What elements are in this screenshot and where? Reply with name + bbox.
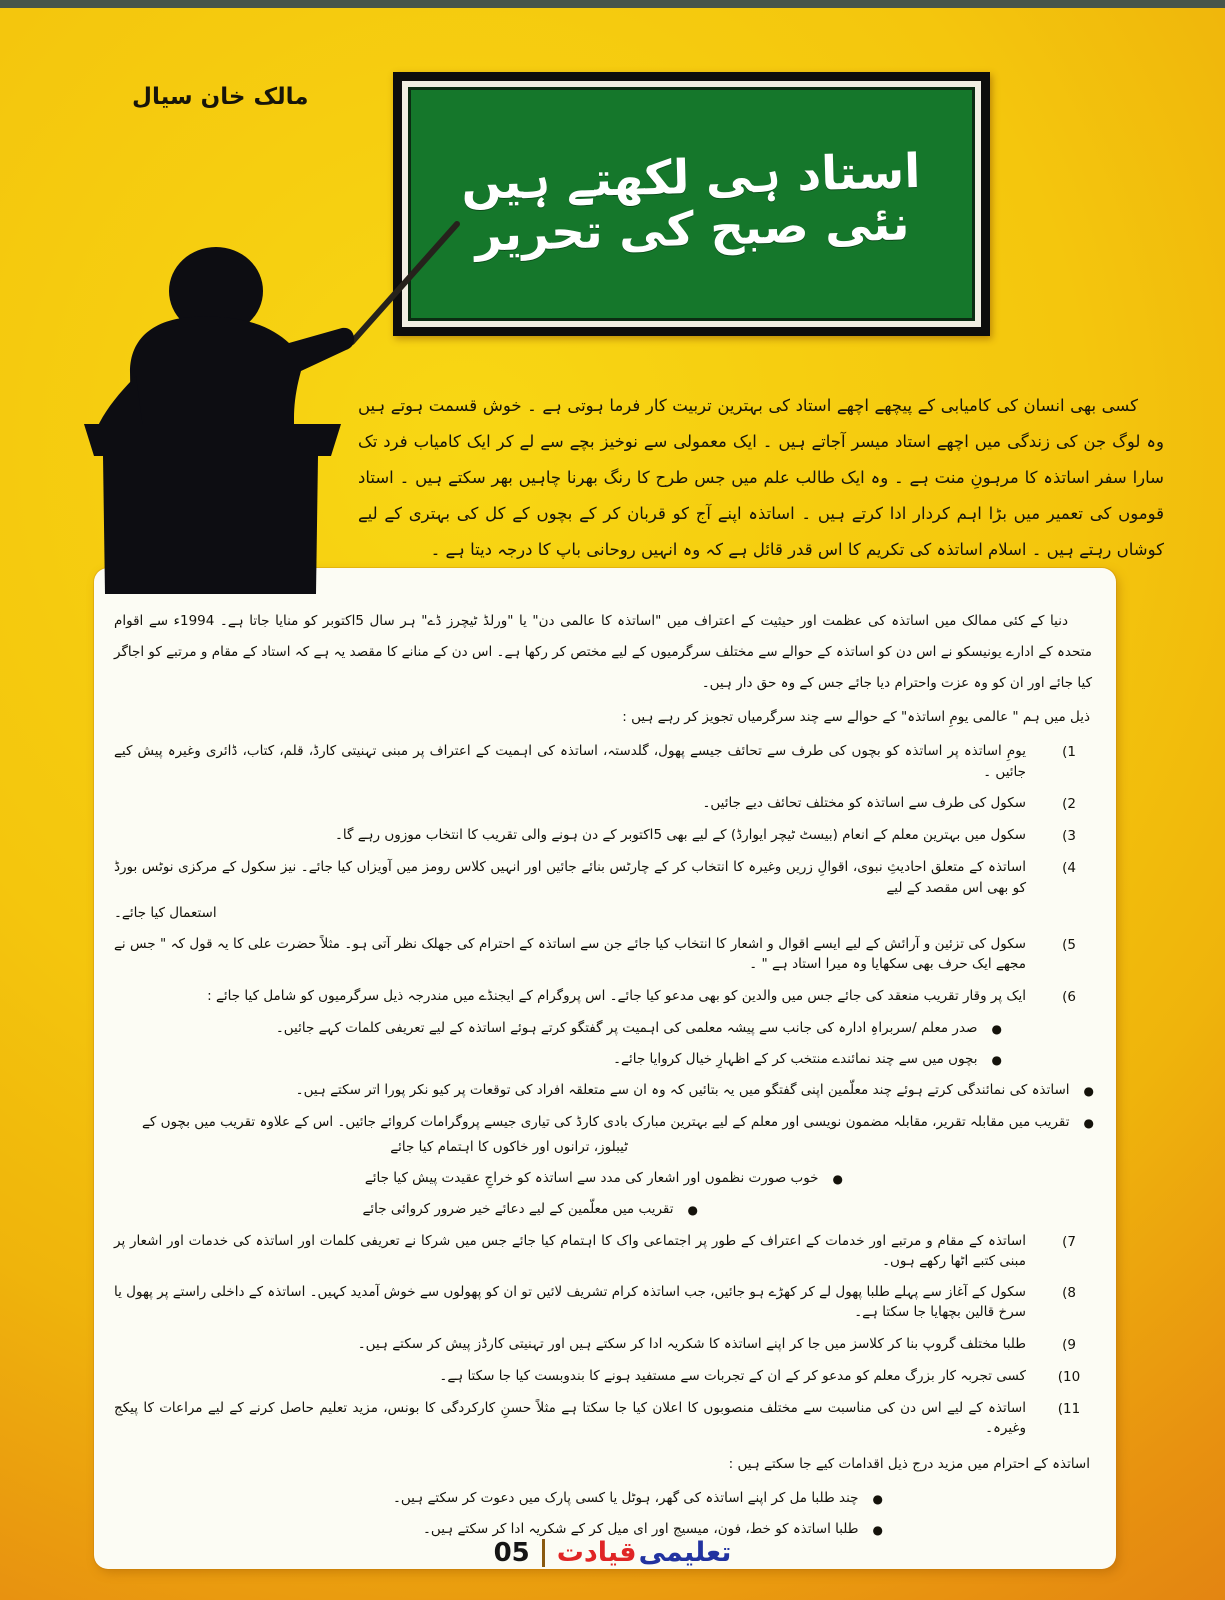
item-number: (1 [1062,744,1076,761]
author-name: مالک خان سیال [132,84,309,110]
bullet-text: طلبا اساتذہ کو خط، فون، میسیج اور ای میل کر کے شکریہ ادا کر سکتے ہیں۔ [423,1521,859,1538]
podium-top [84,424,341,456]
item-text: سکول کی تزئین و آرائش کے لیے ایسے اقوال و اشعار کا انتخاب کیا جائے جن سے اساتذہ کے احترام کی جھلک نظر آتی ہو۔ مثلاً حضرت علی کا یہ قول کہ " جس نے مجھے ایک حرف بھی سکھایا وہ میرا استاد ہے " ۔ [114,936,1026,973]
list-item [114,1231,1098,1272]
item-number: (10 [1057,1368,1081,1385]
item-text: اساتذہ کے مقام و مرتبے اور خدمات کے اعتراف کے طور پر اجتماعی واک کا اہتمام کیا جائے جس میں شرکا نے تعریفی کلمات اور اساتذہ کی خدمات اور اشعار پر مبنی کتبے اٹھا رکھے ہوں۔ [114,1232,1026,1269]
bullet-dot-icon: ● [872,1523,883,1538]
item-text: یومِ اساتذہ پر اساتذہ کو بچوں کی طرف سے تحائف جیسے پھول، گلدستہ، اساتذہ کی اہمیت کے اعتراف پر مبنی تہنیتی کارڈ، قلم، کتاب، ڈائری وغیرہ پیش کیے جائیں ۔ [114,743,1026,780]
sub-bullet [114,1168,1098,1188]
lead-paragraph: دنیا کے کئی ممالک میں اساتذہ کی عظمت اور حیثیت کے اعتراف میں "اساتذہ کا عالمی دن" یا "ورلڈ ٹیچرز ڈے" ہر سال 5اکتوبر کو منایا جاتا ہے۔ 1994ء سے اقوام متحدہ کے ادارے یونیسکو نے اس دن کو اساتذہ کے حوالے سے مختلف سرگرمیوں کے لیے مختص کر رکھا ہے۔ اس دن کے منانے کا مقصد یہ ہے کہ استاد کے مقام و مرتبے کو اجاگر کیا جائے اور ان کو وہ عزت واحترام دیا جائے جس کے وہ حق دار ہیں۔ [114,613,1092,692]
list-item [114,986,1098,1007]
sub-bullet [114,1018,1098,1038]
item-number: (7 [1062,1233,1076,1250]
item-number: (4 [1062,860,1076,877]
item-number: (2 [1062,795,1076,812]
item-text: ایک پر وقار تقریب منعقد کی جائے جس میں والدین کو بھی مدعو کیا جائے۔ اس پروگرام کے ایجنڈے میں مندرجہ ذیل سرگرمیوں کو شامل کیا جائے : [207,987,1026,1004]
item-number: (5 [1062,937,1076,954]
bullet-text: تقریب میں معلّمین کے لیے دعائے خیر ضرور کروائی جائے [362,1201,674,1218]
chalkboard-surface [408,87,975,321]
item-text: سکول کی طرف سے اساتذہ کو مختلف تحائف دیے جائیں۔ [702,794,1026,811]
teacher-head [169,247,263,335]
item-text: اساتذہ کے متعلق احادیثِ نبوی، اقوالِ زریں وغیرہ کا انتخاب کر کے چارٹس بنائے جائیں اور انہیں کلاس رومز میں آویزاں کیا جائے۔ نیز سکول کے مرکزی نوٹس بورڈ کو بھی اس مقصد کے لیے [114,859,1026,896]
sub-bullet [114,1080,1098,1100]
item-number: (8 [1062,1285,1076,1302]
list-item [114,825,1098,846]
bullet-dot-icon: ● [1083,1115,1094,1130]
list-item [114,857,1098,898]
list-intro-line: ذیل میں ہم " عالمی یومِ اساتذہ" کے حوالے سے چند سرگرمیاں تجویز کر رہے ہیں : [622,709,1090,726]
bullet-text: اساتذہ کی نمائندگی کرتے ہوئے چند معلّمین اپنی گفتگو میں یہ بتائیں کہ وہ ان سے متعلقہ افراد کی توقعات پر کیو نکر پورا اتر سکتے ہیں۔ [295,1082,1070,1099]
more-actions-intro: اساتذہ کے احترام میں مزید درج ذیل اقدامات کیے جا سکتے ہیں : [728,1455,1090,1472]
bullet-dot-icon: ● [872,1492,883,1507]
article-title: استاد ہی لکھتے ہیں نئی صبح کی تحریر [460,144,922,263]
list-item [114,1334,1098,1355]
sub-bullet [114,1049,1098,1069]
sub-bullet [114,1112,1098,1132]
item-text: کسی تجربہ کار بزرگ معلم کو مدعو کر کے ان کے تجربات سے مستفید ہونے کا بندوبست کیا جا سکتا ہے۔ [439,1367,1026,1384]
teacher-torso-and-arm [130,317,354,430]
list-item [114,793,1098,814]
item-number: (3 [1062,828,1076,845]
bullet-continuation: ٹیبلوز، ترانوں اور خاکوں کا اہتمام کیا جائے [390,1138,628,1155]
footer-divider [542,1539,545,1567]
item-number: (9 [1062,1336,1076,1353]
list-item [114,1282,1098,1323]
list-item [114,1398,1098,1439]
magazine-brand-word-1: تعلیمی [638,1537,732,1568]
sub-bullet [114,1199,1098,1219]
list-item [114,1366,1098,1387]
item-text: سکول کے آغاز سے پہلے طلبا پھول لے کر کھڑے ہو جائیں، جب اساتذہ کرام تشریف لائیں تو ان کو پھولوں سے خوش آمدید کہیں۔ اساتذہ کے داخلی راستے پر پھول یا سرخ قالین بچھایا جا سکتا ہے۔ [114,1284,1026,1321]
item-text: اساتذہ کے لیے اس دن کی مناسبت سے مختلف منصوبوں کا اعلان کیا جا سکتا ہے مثلاً حسنِ کارکردگی کا بونس، مزید تعلیم حاصل کرنے کے لیے مراعات کا پیکج وغیرہ۔ [114,1400,1026,1437]
bullet-text: خوب صورت نظموں اور اشعار کی مدد سے اساتذہ کو خراجِ عقیدت پیش کیا جائے [364,1170,819,1187]
page-footer [0,1537,1225,1568]
list-item [114,934,1098,975]
magazine-brand-word-2: قیادت [556,1537,637,1568]
bullet-text: تقریب میں مقابلہ تقریر، مقابلہ مضمون نویسی اور معلم کے لیے بہترین مبارک بادی کارڈ کی تیاری جیسے پروگرامات کروائے جائیں۔ اس کے علاوہ تقریب میں بچوں کے [141,1113,1070,1130]
article-body-box [94,568,1116,1569]
bullet-text: صدر معلم /سربراہِ ادارہ کی جانب سے پیشہ معلمی کی اہمیت پر گفتگو کرتے ہوئے اساتذہ کے لیے تعریفی کلمات کہے جائیں۔ [275,1019,978,1036]
item-continuation: استعمال کیا جائے۔ [114,904,217,921]
bullet-dot-icon: ● [687,1203,698,1218]
list-item [114,741,1098,782]
page-number: 05 [493,1537,530,1568]
item-number: (11 [1057,1401,1081,1418]
intro-paragraph: کسی بھی انسان کی کامیابی کے پیچھے اچھے استاد کی بہترین تربیت کار فرما ہوتی ہے ۔ خوش قسمت ہوتے ہیں وہ لوگ جن کی زندگی میں اچھے استاد میسر آجاتے ہیں ۔ ایک معمولی سے نوخیز بچے سے لے کر ایک کامیاب فرد تک سارا سفر اساتذہ کا مرہونِ منت ہے ۔ وہ ایک طالب علم میں جس طرح کا رنگ بھرنا چاہیں بھر سکتے ہیں ۔ استاد قوموں کی تعمیر میں بڑا اہم کردار ادا کرتے ہیں ۔ اساتذہ اپنے آج کو قربان کر کے بچوں کے کل کی بہتری کے لیے کوشاں رہتے ہیں ۔ اسلام اساتذہ کی تکریم کا اس قدر قائل ہے کہ وہ انہیں روحانی باپ کا درجہ دیتا ہے ۔ [358,396,1164,559]
sub-bullet [114,1488,1098,1508]
bullet-text: چند طلبا مل کر اپنے اساتذہ کی گھر، ہوٹل یا کسی پارک میں دعوت کر سکتے ہیں۔ [393,1490,859,1507]
teacher-left-arm [97,376,143,428]
item-number: (6 [1062,988,1076,1005]
bullet-dot-icon: ● [1083,1084,1094,1099]
item-text: طلبا مختلف گروپ بنا کر کلاسز میں جا کر اپنے اساتذہ کا شکریہ ادا کر سکتے ہیں اور تہنیتی کارڈز پیش کر سکتے ہیں۔ [357,1335,1026,1352]
bullet-dot-icon: ● [832,1172,843,1187]
item-text: سکول میں بہترین معلم کے انعام (بیسٹ ٹیچر ایوارڈ) کے لیے بھی 5اکتوبر کے دن ہونے والی تقریب کا انتخاب موزوں رہے گا۔ [334,827,1026,844]
bullet-dot-icon: ● [991,1053,1002,1068]
bullet-text: بچوں میں سے چند نمائندے منتخب کر کے اظہارِ خیال کروایا جائے۔ [613,1051,978,1068]
chalkboard-inner-frame [402,81,981,327]
chalkboard [393,72,990,336]
scan-edge-strip [0,0,1225,8]
bullet-dot-icon: ● [991,1021,1002,1036]
